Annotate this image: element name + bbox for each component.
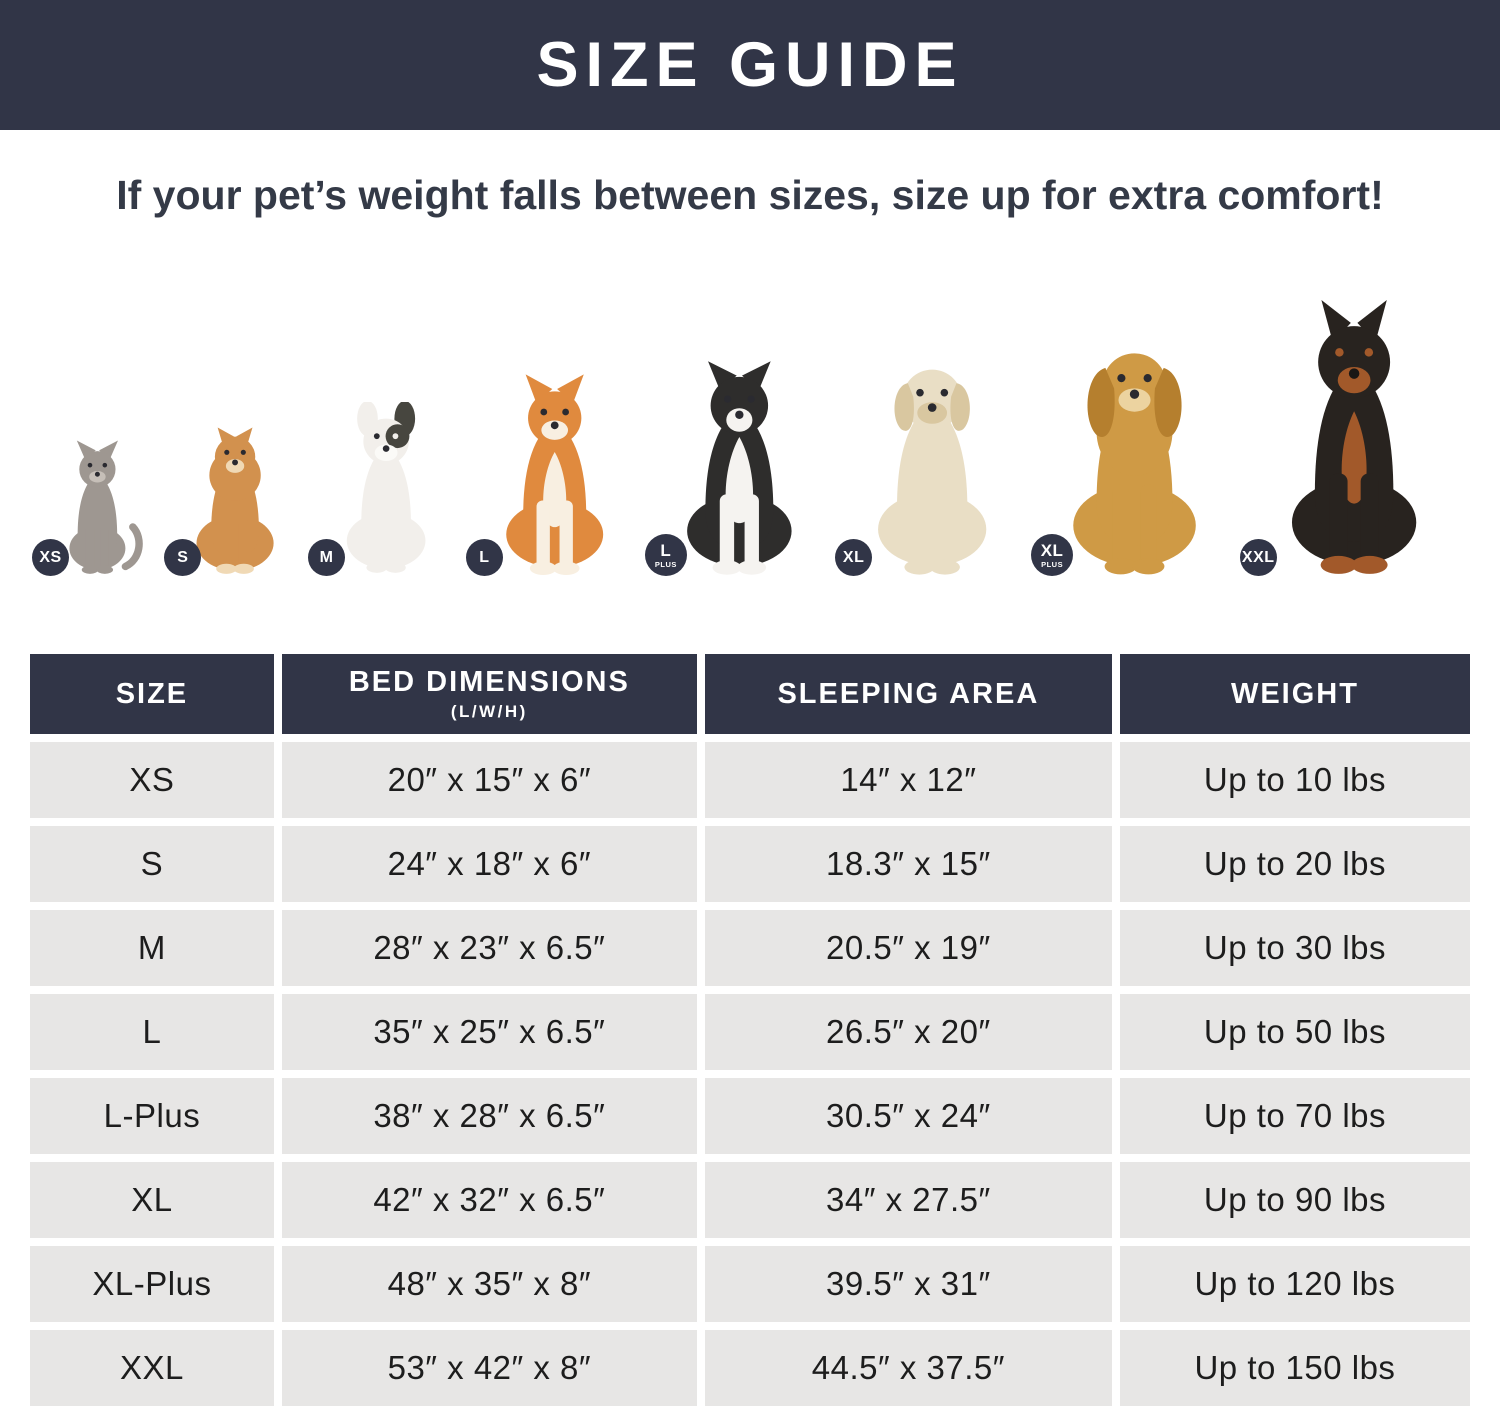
cell-weight: Up to 20 lbs <box>1120 826 1470 902</box>
cell-size: XXL <box>30 1330 274 1406</box>
badge-label: XL <box>842 548 865 566</box>
size-badge-xxl <box>1240 539 1277 576</box>
column-header-size <box>30 654 274 734</box>
pet-item-s <box>177 422 290 578</box>
column-header-label: BED DIMENSIONS <box>348 666 630 698</box>
cell-bed-dimensions: 53″ x 42″ x 8″ <box>282 1330 697 1406</box>
size-badge-l <box>466 539 503 576</box>
cell-bed-dimensions: 38″ x 28″ x 6.5″ <box>282 1078 697 1154</box>
pet-item-xxl <box>1241 300 1452 578</box>
cell-weight: Up to 70 lbs <box>1120 1078 1470 1154</box>
cell-sleeping-area: 44.5″ x 37.5″ <box>705 1330 1112 1406</box>
pet-item-l <box>479 372 627 578</box>
badge-sub-label: PLUS <box>654 559 677 569</box>
cell-bed-dimensions: 28″ x 23″ x 6.5″ <box>282 910 697 986</box>
size-badge-l-plus <box>645 534 687 576</box>
cell-size: XL-Plus <box>30 1246 274 1322</box>
badge-sub-label: PLUS <box>1041 559 1064 569</box>
cell-sleeping-area: 14″ x 12″ <box>705 742 1112 818</box>
column-header-sleeping-area <box>705 654 1112 734</box>
size-badge-xl-plus <box>1031 534 1073 576</box>
pet-item-xl <box>842 348 1013 578</box>
size-guide-table <box>30 654 1470 1406</box>
cell-size: M <box>30 910 274 986</box>
badge-label: XS <box>39 548 62 566</box>
cell-size: S <box>30 826 274 902</box>
cell-size: XL <box>30 1162 274 1238</box>
pet-item-l-plus <box>654 356 818 578</box>
column-header-label: SLEEPING AREA <box>777 677 1040 710</box>
cell-weight: Up to 120 lbs <box>1120 1246 1470 1322</box>
size-badge-xs <box>32 539 69 576</box>
page-title: SIZE GUIDE <box>536 30 964 100</box>
cell-size: XS <box>30 742 274 818</box>
subtitle-text: If your pet’s weight falls between sizes, size up for extra comfort! <box>116 172 1384 218</box>
cell-bed-dimensions: 20″ x 15″ x 6″ <box>282 742 697 818</box>
column-header-bed-dimensions <box>282 654 697 734</box>
cell-size: L-Plus <box>30 1078 274 1154</box>
cell-sleeping-area: 26.5″ x 20″ <box>705 994 1112 1070</box>
cell-bed-dimensions: 24″ x 18″ x 6″ <box>282 826 697 902</box>
cell-weight: Up to 10 lbs <box>1120 742 1470 818</box>
size-guide-banner <box>0 0 1500 130</box>
cell-bed-dimensions: 48″ x 35″ x 8″ <box>282 1246 697 1322</box>
cell-weight: Up to 150 lbs <box>1120 1330 1470 1406</box>
cell-bed-dimensions: 42″ x 32″ x 6.5″ <box>282 1162 697 1238</box>
badge-label: S <box>177 548 189 566</box>
size-badge-xl <box>835 539 872 576</box>
golden-retriever-illustration <box>1047 330 1222 578</box>
shiba-inu-illustration <box>482 372 627 578</box>
badge-label: XL <box>1040 541 1064 560</box>
column-header-label: SIZE <box>115 677 189 710</box>
labrador-illustration <box>851 348 1013 578</box>
doberman-illustration <box>1256 300 1452 578</box>
cell-size: L <box>30 994 274 1070</box>
bed-dimensions-note: (L/W/H) <box>450 702 528 721</box>
pet-lineup <box>39 220 1452 578</box>
size-badge-m <box>308 539 345 576</box>
cell-sleeping-area: 30.5″ x 24″ <box>705 1078 1112 1154</box>
cell-sleeping-area: 39.5″ x 31″ <box>705 1246 1112 1322</box>
badge-label: M <box>319 548 334 566</box>
column-header-label: WEIGHT <box>1230 677 1359 710</box>
cell-sleeping-area: 20.5″ x 19″ <box>705 910 1112 986</box>
pet-item-xs <box>39 438 147 578</box>
cell-weight: Up to 50 lbs <box>1120 994 1470 1070</box>
cell-weight: Up to 30 lbs <box>1120 910 1470 986</box>
cell-weight: Up to 90 lbs <box>1120 1162 1470 1238</box>
cell-bed-dimensions: 35″ x 25″ x 6.5″ <box>282 994 697 1070</box>
cell-sleeping-area: 18.3″ x 15″ <box>705 826 1112 902</box>
pet-item-m <box>319 402 448 578</box>
badge-label: L <box>660 541 672 560</box>
column-header-weight <box>1120 654 1470 734</box>
cell-sleeping-area: 34″ x 27.5″ <box>705 1162 1112 1238</box>
badge-label: XXL <box>1241 548 1275 566</box>
badge-label: L <box>479 548 490 566</box>
pet-item-xl-plus <box>1040 330 1222 578</box>
